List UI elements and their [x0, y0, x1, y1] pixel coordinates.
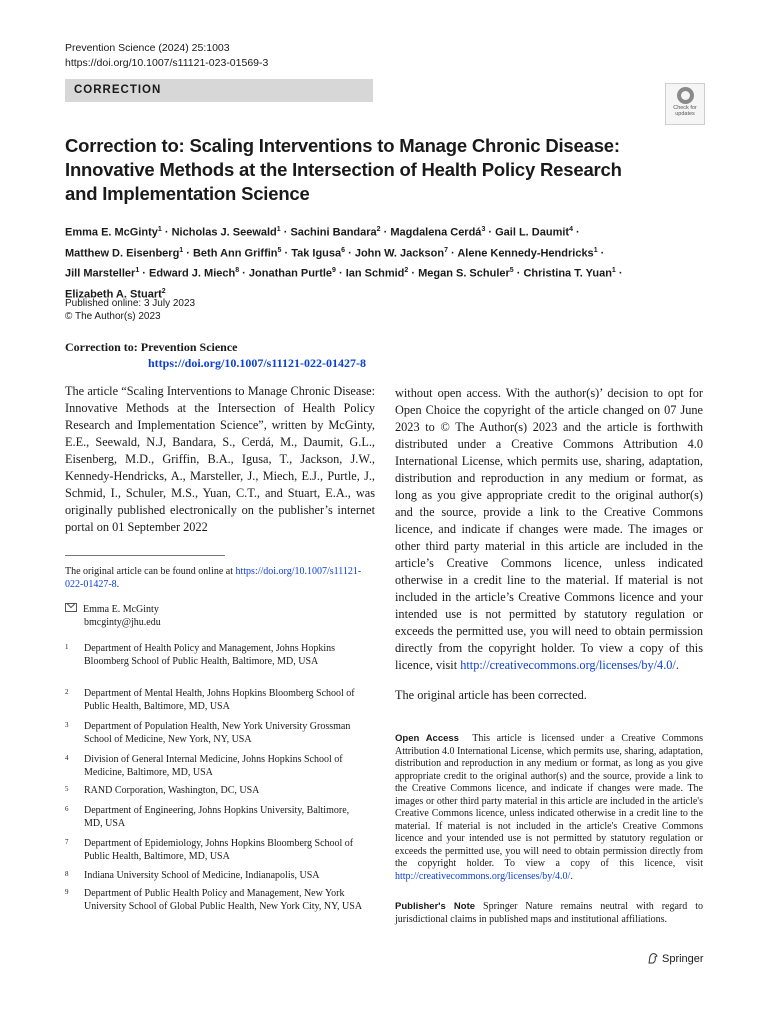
affiliation-text: Division of General Internal Medicine, Johns Hopkins School of Medicine, Baltimore, MD, USA — [84, 754, 343, 778]
affiliation-text: Indiana University School of Medicine, Indianapolis, USA — [84, 870, 320, 881]
author-affiliation-number: 3 — [481, 226, 486, 233]
author-name[interactable]: Magdalena Cerdá — [390, 226, 482, 239]
original-article-link[interactable]: https://doi.org/10.1007/s11121-022-01427-8 — [65, 566, 362, 590]
author-affiliation-number: 6 — [341, 246, 346, 254]
affiliation-number: 9 — [65, 888, 69, 896]
publisher-note-text: Springer Nature remains neutral with regard to jurisdictional claims in published maps and institutional affiliations. — [395, 901, 703, 925]
springer-label: Springer — [662, 953, 704, 965]
affiliation-item — [65, 785, 365, 798]
author-name[interactable]: Beth Ann Griffin — [192, 247, 278, 260]
author-name[interactable]: Tak Igusa — [291, 247, 342, 260]
author-affiliation-number: 1 — [157, 226, 162, 233]
affiliation-number: 7 — [65, 838, 69, 846]
affiliation-text: Department of Population Health, New York University Grossman School of Medicine, New York, NY, USA — [84, 721, 351, 745]
journal-info — [65, 41, 268, 71]
body-right-end: . — [675, 658, 679, 672]
affiliation-text: RAND Corporation, Washington, DC, USA — [84, 785, 260, 796]
author-affiliation-number: 2 — [161, 287, 166, 295]
springer-horse-icon — [647, 952, 659, 964]
journal-citation: Prevention Science (2024) 25:1003 — [65, 42, 230, 54]
author-list: Emma E. McGinty$^1$ · Nicholas J. Seewald$^1$ · Sachini Bandara$^2$ · Magdalena Cerdá$^3$ · Gail L. Daumit$^4$ · Matthew D. Eisenberg$^1$ · Beth Ann Griffin$^5$ · Tak Igusa$^6$ · John W. Jackson$^7$ · Alene Kennedy-Hendricks$^1$ · Jill Marsteller$^1$ · Edward J. Miech$^8$ · Jonathan Purtle$^9$ · Ian Schmid$^2$ · Megan S. Schuler$^5$ · Christina T. Yuan$^1$ · Elizabeth A. Stuart$^2$ — [65, 226, 623, 301]
author-name[interactable]: Elizabeth A. Stuart — [65, 288, 162, 301]
author-name[interactable]: Ian Schmid — [345, 267, 405, 280]
open-access-end: . — [570, 870, 573, 882]
correspondence-email[interactable]: bmcginty@jhu.edu — [84, 617, 161, 628]
publisher-note-lead: Publisher's Note — [395, 901, 476, 912]
affiliation-text: Department of Public Health Policy and Management, New York University School of Global Public Health, New York City, NY, USA — [84, 888, 363, 912]
open-access-lead: Open Access — [395, 733, 459, 744]
check-for-updates-badge[interactable] — [665, 83, 705, 125]
affiliation-text: Department of Epidemiology, Johns Hopkins Bloomberg School of Public Health, Baltimore, MD, USA — [84, 838, 354, 862]
author-name[interactable]: Sachini Bandara — [290, 226, 377, 239]
author-affiliation-number: 2 — [376, 226, 381, 233]
author-affiliation-number: 1 — [135, 267, 140, 275]
affiliation-number: 3 — [65, 721, 69, 729]
published-date: Published online: 3 July 2023 — [65, 298, 196, 309]
affiliation-text: Department of Mental Health, Johns Hopkins Bloomberg School of Public Health, Baltimore, MD, USA — [84, 688, 355, 712]
body-left-paragraph: The article “Scaling Interventions to Manage Chronic Disease: Innovative Methods at the Intersection of Health Policy Research and Implementation Science”, written by McGinty, E.E., Seewald, N.J, Bandara, S., Cerdá, M., Daumit, G.L., Eisenberg, M.D., Griffin, B.A., Igusa, T., Jackson, J.W., Kennedy-Hendricks, A., Marsteller, J., Miech, E.J., Purtle, J., Schmid, I., Schuler, M.S., Yuan, C.T., and Stuart, E.A., was originally published electronically on the publisher’s internet portal on 01 September 2022 — [65, 384, 375, 534]
correspondence — [65, 603, 365, 629]
author-affiliation-number: 2 — [404, 267, 409, 275]
author-affiliation-number: 1 — [611, 267, 616, 275]
correction-to-link[interactable]: https://doi.org/10.1007/s11121-022-01427-8 — [148, 356, 367, 370]
corrected-statement: The original article has been corrected. — [395, 688, 587, 702]
affiliation-item — [65, 870, 365, 883]
original-article-suffix: . — [116, 579, 120, 590]
original-article-note — [65, 565, 365, 591]
publication-info — [65, 297, 195, 323]
check-updates-label-2: updates — [675, 111, 695, 117]
footnote-divider — [65, 555, 225, 556]
article-type-banner: CORRECTION — [65, 79, 373, 102]
author-name[interactable]: Megan S. Schuler — [418, 267, 510, 280]
author-affiliation-number: 7 — [444, 246, 448, 254]
envelope-icon — [65, 603, 77, 612]
open-access-note — [395, 733, 703, 883]
author-name[interactable]: Jonathan Purtle — [248, 267, 333, 280]
affiliation-item — [65, 688, 365, 713]
correspondence-name: Emma E. McGinty — [83, 604, 159, 615]
author-name[interactable]: Matthew D. Eisenberg — [65, 247, 180, 260]
author-name[interactable]: Gail L. Daumit — [495, 226, 570, 239]
author-name[interactable]: Christina T. Yuan — [523, 267, 612, 280]
author-affiliation-number: 5 — [509, 267, 514, 275]
open-access-text: This article is licensed under a Creative Commons Attribution 4.0 International License, which permits use, sharing, adaptation, distribution and reproduction in any medium or format, as long as you give appropriate credit to the original author(s) and the source, provide a link to the Creative Commons licence, and indicate if changes were made. The images or other third party material in this article are included in the article's Creative Commons licence, unless indicated otherwise in a credit line to the material. If material is not included in the article's Creative Commons licence and your intended use is not permitted by statutory regulation or exceeds the permitted use, you will need to obtain permission directly from the copyright holder. To view a copy of this licence, visit — [395, 733, 704, 869]
affiliation-number: 5 — [65, 785, 69, 793]
author-name[interactable]: Nicholas J. Seewald — [171, 226, 277, 239]
copyright-line: © The Author(s) 2023 — [65, 311, 161, 322]
affiliation-item — [65, 754, 365, 779]
correction-to-label: Correction to: Prevention Science — [65, 340, 238, 354]
author-name[interactable]: Alene Kennedy-Hendricks — [457, 247, 594, 260]
author-name[interactable]: Edward J. Miech — [149, 267, 236, 280]
license-link[interactable]: http://creativecommons.org/licenses/by/4.0/ — [460, 658, 676, 672]
affiliation-number: 1 — [65, 643, 69, 651]
affiliation-text: Department of Health Policy and Management, Johns Hopkins Bloomberg School of Public Health, Baltimore, MD, USA — [84, 643, 336, 667]
publisher-note — [395, 901, 703, 926]
affiliation-item — [65, 643, 365, 668]
check-updates-icon — [677, 87, 694, 104]
affiliation-number: 4 — [65, 754, 69, 762]
original-article-prefix: The original article can be found online at — [65, 566, 236, 577]
author-name[interactable]: Emma E. McGinty — [65, 226, 158, 239]
author-affiliation-number: 1 — [593, 246, 598, 254]
author-affiliation-number: 4 — [569, 226, 573, 233]
article-title: Correction to: Scaling Interventions to Manage Chronic Disease: Innovative Methods at the Intersection of Health Policy Research and Implementation Science — [65, 135, 622, 204]
affiliation-text: Department of Engineering, Johns Hopkins University, Baltimore, MD, USA — [84, 805, 350, 829]
open-access-license-link[interactable]: http://creativecommons.org/licenses/by/4.0/ — [395, 870, 571, 882]
author-name[interactable]: Jill Marsteller — [65, 267, 136, 280]
author-affiliation-number: 1 — [179, 246, 184, 254]
article-doi[interactable]: https://doi.org/10.1007/s11121-023-01569-3 — [65, 57, 269, 69]
author-name[interactable]: John W. Jackson — [354, 247, 445, 260]
body-right-paragraph — [395, 385, 703, 674]
affiliation-item — [65, 888, 365, 913]
affiliation-item — [65, 721, 365, 746]
affiliation-item — [65, 805, 365, 830]
affiliation-number: 2 — [65, 688, 69, 696]
affiliation-number: 6 — [65, 805, 69, 813]
author-affiliation-number: 8 — [235, 267, 240, 275]
body-right-text: without open access. With the author(s)’ decision to opt for Open Choice the copyright of the article changed on 07 June 2023 to © The Author(s) 2023 and the article is forthwith distributed under a Creative Commons Attribution 4.0 International License, which permits use, sharing, adaptation, distribution and reproduction in any medium or format, as long as you give appropriate credit to the original author(s) and the source, provide a link to the Creative Commons licence, and indicate if changes were made. The images or other third party material in this article are included in the article’s Creative Commons licence, unless indicated otherwise in a credit line to the material. If material is not included in the article’s Creative Commons licence and your intended use is not permitted by statutory regulation or exceeds the permitted use, you will need to obtain permission directly from the copyright holder. To view a copy of this licence, visit — [395, 386, 703, 672]
affiliation-item — [65, 838, 365, 863]
author-affiliation-number: 5 — [277, 246, 282, 254]
affiliation-number: 8 — [65, 870, 69, 878]
author-affiliation-number: 1 — [276, 226, 281, 233]
author-affiliation-number: 9 — [332, 267, 336, 275]
springer-logo — [647, 951, 704, 967]
check-updates-label-1: Check for — [673, 105, 697, 111]
